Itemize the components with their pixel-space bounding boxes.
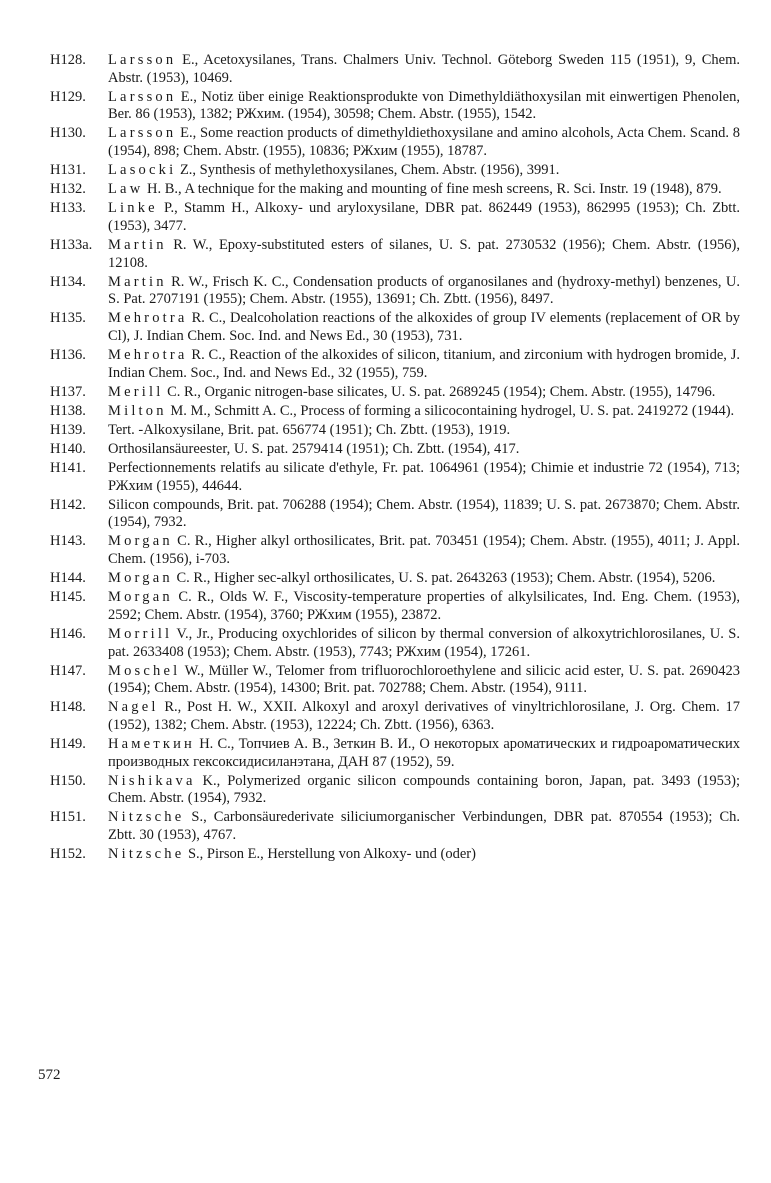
reference-author: Mehrotra [108, 310, 188, 327]
reference-text [108, 274, 740, 309]
reference-entry [40, 626, 740, 661]
reference-entry [40, 663, 740, 698]
reference-author: Nitzsche [108, 846, 185, 863]
reference-body: C. R., Olds W. F., Viscosity-temperature properties of alkylsilicates, Ind. Eng. Chem. (1953), 2592; Chem. Abstr. (1954), 3760; РЖхим (1955), 23872. [108, 589, 740, 623]
reference-text [108, 699, 740, 734]
reference-entry [40, 274, 740, 309]
reference-number: H138. [50, 402, 86, 419]
reference-author: Larsson [108, 125, 177, 142]
reference-author: Moschel [108, 662, 181, 679]
reference-number: H150. [50, 772, 86, 789]
reference-author: Morgan [108, 570, 173, 587]
reference-author: Merill [108, 383, 164, 400]
reference-entry [40, 846, 740, 864]
reference-text [108, 310, 740, 345]
reference-body: Orthosilansäureester, U. S. pat. 2579414 (1951); Ch. Zbtt. (1954), 417. [108, 440, 520, 457]
reference-text [108, 626, 740, 661]
reference-number: H133. [50, 200, 86, 217]
reference-author: Наметкин [108, 735, 196, 752]
reference-text [108, 200, 740, 235]
reference-author: Mehrotra [108, 347, 188, 363]
reference-entry [40, 773, 740, 808]
reference-body: Н. С., Топчиев А. В., Зеткин В. И., О некоторых ароматических и гидроароматических производных гексоксидисиланэтана, ДАН 87 (1952), 59. [108, 735, 740, 770]
reference-body: Tert. -Alkoxysilane, Brit. pat. 656774 (1951); Ch. Zbtt. (1953), 1919. [108, 421, 511, 438]
reference-body: E., Acetoxysilanes, Trans. Chalmers Univ. Technol. Göteborg Sweden 115 (1951), 9, Chem. Abstr. (1953), 10469. [108, 52, 740, 86]
reference-text [108, 52, 740, 87]
reference-number: H129. [50, 88, 86, 105]
reference-body: C. R., Organic nitrogen-base silicates, U. S. pat. 2689245 (1954); Chem. Abstr. (1955), 14796. [163, 383, 716, 400]
reference-author: Lasocki [108, 162, 177, 179]
reference-body: P., Stamm H., Alkoxy- und aryloxysilane, DBR pat. 862449 (1953), 862995 (1953); Ch. Zbtt. (1953), 3477. [108, 200, 740, 234]
reference-number: H143. [50, 533, 86, 550]
reference-text [108, 89, 740, 124]
reference-text [108, 533, 740, 568]
reference-entry [40, 237, 740, 272]
reference-text [108, 162, 740, 180]
reference-author: Nitzsche [108, 809, 185, 826]
reference-body: R., Post H. W., XXII. Alkoxyl and aroxyl derivatives of vinyltrichlorosilane, J. Org. Chem. 17 (1952), 1382; Chem. Abstr. (1953), 12224; Ch. Zbtt. (1956), 6363. [108, 699, 740, 733]
reference-entry [40, 460, 740, 495]
reference-entry [40, 403, 740, 421]
reference-text [108, 237, 740, 272]
reference-number: H147. [50, 662, 86, 679]
reference-number: H128. [50, 52, 86, 68]
reference-text [108, 773, 740, 808]
reference-number: H151. [50, 809, 86, 826]
reference-body: Z., Synthesis of methylethoxysilanes, Chem. Abstr. (1956), 3991. [176, 162, 560, 179]
reference-text [108, 809, 740, 844]
reference-entry [40, 181, 740, 199]
reference-author: Nishikava [108, 772, 196, 789]
reference-text [108, 663, 740, 698]
reference-entry [40, 736, 740, 771]
reference-author: Morrill [108, 625, 173, 642]
page-number: 572 [38, 1067, 61, 1083]
reference-entry [40, 533, 740, 568]
reference-text [108, 384, 740, 402]
reference-number: H132. [50, 181, 86, 198]
reference-text [108, 570, 740, 588]
reference-text [108, 460, 740, 495]
reference-author: Nagel [108, 699, 159, 716]
reference-list [40, 52, 740, 865]
reference-number: H148. [50, 699, 86, 716]
reference-author: Martin [108, 273, 167, 290]
reference-body: R. C., Dealcoholation reactions of the alkoxides of group IV elements (replacement of OR by Cl), J. Indian Chem. Soc. Ind. and News Ed., 30 (1953), 731. [108, 310, 740, 344]
reference-text [108, 347, 740, 382]
reference-entry [40, 310, 740, 345]
reference-number: H142. [50, 496, 86, 513]
reference-text [108, 846, 740, 864]
reference-body: C. R., Higher alkyl orthosilicates, Brit. pat. 703451 (1954); Chem. Abstr. (1955), 4011; J. Appl. Chem. (1956), i-703. [108, 533, 740, 568]
reference-entry [40, 422, 740, 440]
reference-body: E., Notiz über einige Reaktionsprodukte von Dimethyldiäthoxysilan mit einwertigen Phenolen, Ber. 86 (1953), 1382; РЖхим. (1954), 30598; Chem. Abstr. (1955), 1542. [108, 88, 740, 123]
reference-body: K., Polymerized organic silicon compounds containing boron, Japan, pat. 3493 (1953); Chem. Abstr. (1954), 7932. [108, 772, 740, 807]
reference-entry [40, 162, 740, 180]
reference-number: H131. [50, 162, 86, 179]
reference-body: S., Carbonsäurederivate siliciumorganischer Verbindungen, DBR pat. 870554 (1953); Ch. Zbtt. 30 (1953), 4767. [108, 809, 740, 843]
reference-entry [40, 347, 740, 382]
reference-number: H149. [50, 735, 86, 752]
reference-number: H133a. [50, 236, 93, 253]
reference-number: H145. [50, 589, 86, 606]
reference-body: M. M., Schmitt A. C., Process of forming a silicocontaining hydrogel, U. S. pat. 2419272 (1944). [166, 402, 735, 419]
reference-number: H134. [50, 273, 86, 290]
reference-number: H139. [50, 421, 86, 438]
reference-text [108, 736, 740, 771]
reference-entry [40, 52, 740, 87]
reference-body: H. B., A technique for the making and mounting of fine mesh screens, R. Sci. Instr. 19 (1948), 879. [143, 181, 722, 198]
reference-text [108, 441, 740, 459]
reference-body: V., Jr., Producing oxychlorides of silicon by thermal conversion of alkoxytrichlorosilanes, U. S. pat. 2633408 (1953); Chem. Abstr. (1953), 7743; РЖхим (1954), 17261. [108, 625, 740, 660]
reference-body: Silicon compounds, Brit. pat. 706288 (1954); Chem. Abstr. (1954), 11839; U. S. pat. 2673870; Chem. Abstr. (1954), 7932. [108, 496, 740, 531]
reference-author: Morgan [108, 533, 173, 550]
reference-number: H141. [50, 460, 86, 477]
reference-body: R. C., Reaction of the alkoxides of silicon, titanium, and zirconium with hydrogen bromide, J. Indian Chem. Soc., Ind. and News Ed., 32 (1955), 759. [108, 347, 740, 381]
reference-body: R. W., Epoxy-substituted esters of silanes, U. S. pat. 2730532 (1956); Chem. Abstr. (1956), 12108. [108, 236, 740, 271]
reference-text [108, 403, 740, 421]
reference-author: Law [108, 181, 144, 198]
reference-body: C. R., Higher sec-alkyl orthosilicates, U. S. pat. 2643263 (1953); Chem. Abstr. (1954), 5206. [172, 570, 716, 587]
reference-text [108, 589, 740, 624]
reference-entry [40, 125, 740, 160]
reference-entry [40, 570, 740, 588]
reference-author: Linke [108, 200, 158, 217]
reference-author: Larsson [108, 88, 177, 105]
reference-author: Morgan [108, 589, 173, 606]
reference-number: H146. [50, 625, 86, 642]
reference-number: H137. [50, 383, 86, 400]
reference-entry [40, 441, 740, 459]
reference-entry [40, 89, 740, 124]
reference-body: S., Pirson E., Herstellung von Alkoxy- und (oder) [184, 846, 476, 863]
reference-entry [40, 699, 740, 734]
reference-text [108, 125, 740, 160]
reference-entry [40, 384, 740, 402]
reference-text [108, 422, 740, 440]
reference-text [108, 497, 740, 532]
reference-number: H152. [50, 846, 86, 863]
reference-entry [40, 589, 740, 624]
reference-body: W., Müller W., Telomer from trifluorochloroethylene and silicic acid ester, U. S. pat. 2690423 (1954); Chem. Abstr. (1954), 14300; Brit. pat. 702788; Chem. Abstr. (1954), 9111. [108, 662, 740, 697]
reference-number: H135. [50, 310, 86, 327]
reference-author: Martin [108, 236, 167, 253]
reference-number: H140. [50, 440, 86, 457]
reference-body: Perfectionnements relatifs au silicate d'ethyle, Fr. pat. 1064961 (1954); Chimie et industrie 72 (1954), 713; РЖхим (1955), 44644. [108, 460, 740, 494]
reference-author: Milton [108, 402, 167, 419]
reference-entry [40, 809, 740, 844]
reference-number: H144. [50, 570, 86, 587]
reference-body: R. W., Frisch K. C., Condensation products of organosilanes and (hydroxy-methyl) benzenes, U. S. Pat. 2707191 (1955); Chem. Abstr. (1955), 13691; Ch. Zbtt. (1956), 8497. [108, 273, 740, 308]
reference-text [108, 181, 740, 199]
reference-author: Larsson [108, 52, 177, 68]
reference-entry [40, 497, 740, 532]
reference-body: E., Some reaction products of dimethyldiethoxysilane and amino alcohols, Acta Chem. Scand. 8 (1954), 898; Chem. Abstr. (1955), 10836; РЖхим (1955), 18787. [108, 125, 740, 159]
reference-number: H136. [50, 347, 86, 363]
reference-number: H130. [50, 125, 86, 142]
reference-entry [40, 200, 740, 235]
